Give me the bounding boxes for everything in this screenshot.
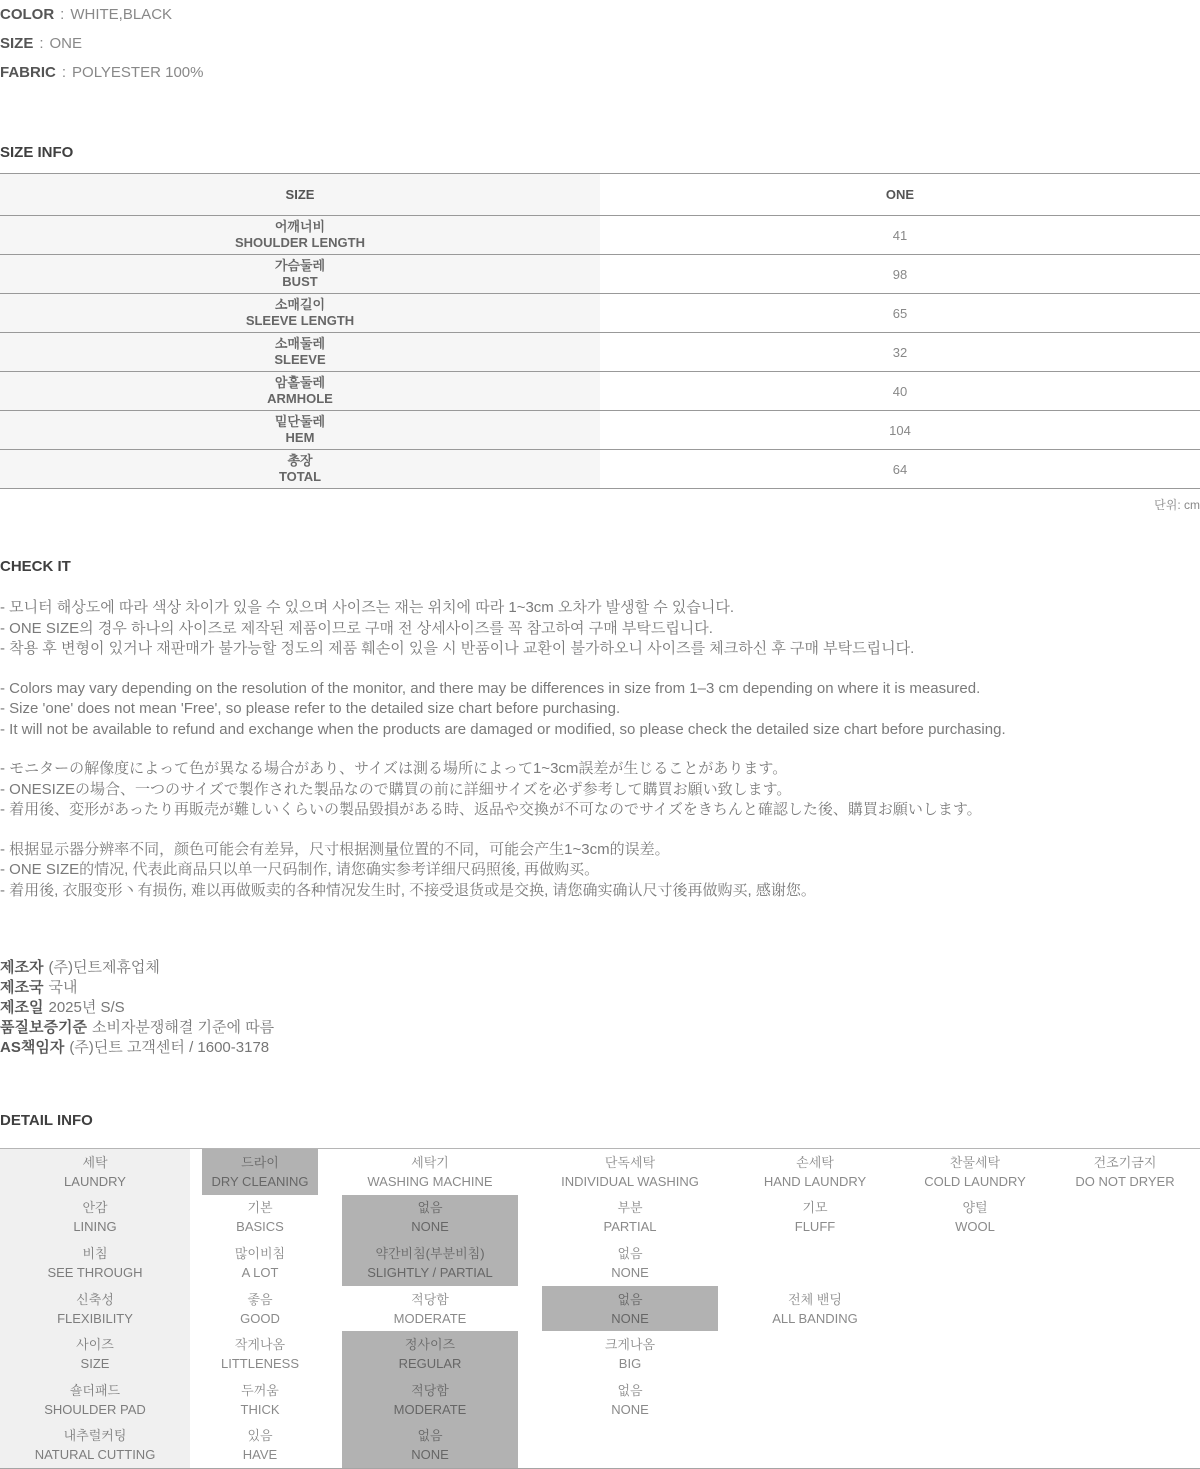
option-label-en: WASHING MACHINE [367, 1173, 493, 1189]
detail-category-cell [0, 1423, 190, 1469]
detail-option-cell [530, 1331, 730, 1377]
measure-value: 40 [892, 383, 908, 399]
size-header-cell-one: ONE [885, 187, 915, 202]
measure-label-kr: 가슴둘레 [274, 258, 326, 273]
detail-option-cell [1050, 1149, 1200, 1195]
detail-option-cell [190, 1195, 330, 1241]
detail-option-cell [530, 1149, 730, 1195]
manufacturer-row [0, 1038, 1200, 1058]
check-note-line: - It will not be available to refund and exchange when the products are damaged or modified, so please check the detailed size chart before purchasing. [0, 720, 1006, 738]
option-label-kr: 없음 [617, 1291, 643, 1307]
option-label-en: DRY CLEANING [211, 1173, 309, 1189]
manufacturer-value: (주)딘트 고객센터 / 1600-3178 [69, 1039, 270, 1056]
option-label-kr: 없음 [617, 1382, 643, 1398]
category-label-kr: 사이즈 [76, 1337, 114, 1353]
manufacturer-value: (주)딘트제휴업체 [48, 959, 160, 976]
manufacturer-label: 제조자 [0, 959, 44, 976]
option-label-en: HAND LAUNDRY [763, 1173, 867, 1189]
measure-label-en: SHOULDER LENGTH [235, 235, 365, 250]
option-label-kr: 세탁기 [411, 1154, 449, 1170]
measure-value: 32 [892, 344, 908, 360]
detail-option-cell [330, 1286, 530, 1332]
measure-label-kr: 소매길이 [274, 297, 326, 312]
check-note-line: - ONESIZEの場合、一つのサイズで製作された製品なので購買の前に詳細サイズを必ず参考して購買お願い致します。 [0, 780, 792, 798]
option-label-en: A LOT [241, 1264, 279, 1280]
measure-label-kr: 총장 [287, 453, 313, 468]
check-note-line: - 착용 후 변형이 있거나 재판매가 불가능할 정도의 제품 훼손이 있을 시 반품이나 교환이 불가하오니 사이즈를 체크하신 후 구매 부탁드립니다. [0, 640, 915, 657]
option-label-en: NONE [411, 1219, 449, 1235]
manufacturer-value: 국내 [48, 979, 78, 996]
size-measure-label-cell [0, 450, 600, 488]
size-table-row [0, 255, 1200, 294]
product-attribute-row [0, 0, 1200, 29]
measure-label-en: SLEEVE LENGTH [245, 313, 355, 328]
manufacturer-row [0, 978, 1200, 998]
size-measure-label-cell [0, 333, 600, 371]
size-table-row [0, 333, 1200, 372]
detail-option-cell-selected [342, 1240, 518, 1286]
measure-value: 64 [892, 461, 908, 477]
option-label-kr: 기모 [802, 1200, 828, 1216]
detail-option-cell-selected [202, 1149, 318, 1195]
size-measure-label-cell [0, 294, 600, 332]
manufacturer-label: 제조국 [0, 979, 44, 996]
size-measure-label-cell [0, 255, 600, 293]
category-label-kr: 안감 [82, 1200, 108, 1216]
option-label-kr: 찬물세탁 [949, 1154, 1001, 1170]
detail-category-cell [0, 1240, 190, 1286]
category-label-en: SIZE [80, 1356, 110, 1372]
product-attribute-row [0, 29, 1200, 58]
option-label-en: NONE [611, 1310, 649, 1326]
attribute-value: WHITE,BLACK [70, 6, 173, 23]
option-label-kr: 단독세탁 [604, 1154, 656, 1170]
detail-category-cell [0, 1286, 190, 1332]
option-label-kr: 작게나옴 [234, 1337, 286, 1353]
option-label-en: MODERATE [393, 1310, 467, 1326]
attribute-separator: : [60, 6, 65, 23]
option-label-en: WOOL [955, 1219, 995, 1235]
option-label-en: PARTIAL [603, 1219, 657, 1235]
detail-option-cell [190, 1331, 330, 1377]
option-label-kr: 있음 [247, 1428, 273, 1444]
measure-label-kr: 밑단둘레 [274, 414, 326, 429]
option-label-kr: 많이비침 [234, 1245, 286, 1261]
option-label-kr: 약간비침(부분비침) [375, 1245, 485, 1261]
detail-option-cell [190, 1377, 330, 1423]
option-label-kr: 없음 [417, 1428, 443, 1444]
detail-option-cell [190, 1240, 330, 1286]
detail-option-cell [530, 1240, 730, 1286]
measure-label-kr: 어깨너비 [274, 219, 326, 234]
category-label-kr: 내추럴커팅 [63, 1428, 127, 1444]
manufacturer-label: 제조일 [0, 999, 44, 1016]
detail-option-cell [900, 1149, 1050, 1195]
detail-option-cell-selected [342, 1377, 518, 1423]
check-note-line: - モニターの解像度によって色が異なる場合があり、サイズは測る場所によって1~3cm誤差が生じることがあります。 [0, 760, 788, 777]
measure-label-en: BUST [282, 274, 318, 289]
attribute-separator: : [39, 35, 44, 52]
size-table-header-row [0, 174, 1200, 216]
size-info-table [0, 173, 1200, 489]
detail-option-cell [730, 1149, 900, 1195]
size-header-cell-size: SIZE [0, 174, 600, 215]
option-label-en: BIG [618, 1356, 642, 1372]
detail-info-table [0, 1148, 1200, 1469]
measure-value: 65 [892, 305, 908, 321]
attribute-label: FABRIC [0, 64, 56, 81]
detail-option-cell [730, 1286, 900, 1332]
option-label-kr: 건조기금지 [1093, 1154, 1157, 1170]
detail-option-cell [530, 1195, 730, 1241]
check-note-line: - 着用後、変形があったり再販売が難しいくらいの製品毀損がある時、返品や交換が不可なのでサイズをきちんと確認した後、購買お願いします。 [0, 801, 982, 818]
check-note-block [0, 679, 1200, 741]
detail-category-cell [0, 1377, 190, 1423]
size-info-title: SIZE INFO [0, 144, 74, 161]
option-label-kr: 전체 밴딩 [788, 1291, 842, 1307]
category-label-kr: 숄더패드 [69, 1382, 121, 1398]
measure-value: 104 [889, 422, 911, 438]
check-note-line: - ONE SIZE의 경우 하나의 사이즈로 제작된 제품이므로 구매 전 상세사이즈를 꼭 참고하여 구매 부탁드립니다. [0, 619, 713, 637]
detail-row [0, 1331, 1200, 1377]
category-label-en: LAUNDRY [64, 1173, 126, 1189]
option-label-en: COLD LAUNDRY [924, 1173, 1026, 1189]
option-label-en: NONE [611, 1264, 649, 1280]
detail-row [0, 1240, 1200, 1286]
detail-option-cell [190, 1423, 330, 1469]
option-label-en: ALL BANDING [772, 1310, 858, 1326]
option-label-en: FLUFF [794, 1219, 836, 1235]
option-label-kr: 정사이즈 [404, 1337, 456, 1353]
size-table-row [0, 372, 1200, 411]
option-label-en: NONE [611, 1401, 649, 1417]
check-note-line: - 着用後, 衣服变形丶有损伤, 难以再做贩卖的各种情况发生时, 不接受退货或是交换, 请您确实确认尺寸後再做购买, 感谢您。 [0, 881, 816, 899]
measure-label-en: TOTAL [278, 469, 322, 484]
option-label-kr: 두꺼움 [241, 1382, 279, 1398]
check-note-line: - Size 'one' does not mean 'Free', so please refer to the detailed size chart before purchasing. [0, 700, 621, 717]
category-label-en: NATURAL CUTTING [34, 1447, 156, 1463]
measure-label-kr: 암홀둘레 [274, 375, 326, 390]
option-label-kr: 부분 [617, 1200, 643, 1216]
option-label-kr: 적당함 [411, 1291, 449, 1307]
detail-row [0, 1195, 1200, 1241]
check-note-line: - 모니터 해상도에 따라 색상 차이가 있을 수 있으며 사이즈는 재는 위치에 따라 1~3cm 오차가 발생할 수 있습니다. [0, 599, 735, 616]
attribute-value: POLYESTER 100% [72, 64, 204, 81]
measure-label-en: ARMHOLE [267, 391, 333, 406]
category-label-en: SHOULDER PAD [44, 1401, 146, 1417]
attribute-value: ONE [49, 35, 83, 52]
option-label-en: HAVE [242, 1447, 278, 1463]
detail-row [0, 1286, 1200, 1332]
option-label-kr: 없음 [617, 1245, 643, 1261]
option-label-en: GOOD [240, 1310, 280, 1326]
category-label-en: LINING [73, 1219, 117, 1235]
category-label-kr: 세탁 [82, 1154, 108, 1170]
manufacturer-row [0, 958, 1200, 978]
detail-category-cell [0, 1149, 190, 1195]
check-it-blocks [0, 598, 1200, 901]
product-attribute-row [0, 58, 1200, 87]
option-label-en: INDIVIDUAL WASHING [561, 1173, 699, 1189]
check-note-line: - ONE SIZE的情况, 代表此商品只以单一尺码制作, 请您确实参考详细尺码照後, 再做购买。 [0, 861, 600, 878]
product-info [0, 0, 1200, 87]
size-table-row [0, 294, 1200, 333]
option-label-kr: 양털 [962, 1200, 988, 1216]
measure-value: 98 [892, 266, 908, 282]
option-label-kr: 드라이 [241, 1154, 279, 1170]
check-it-title: CHECK IT [0, 558, 71, 575]
option-label-kr: 적당함 [411, 1382, 449, 1398]
option-label-kr: 손세탁 [796, 1154, 834, 1170]
detail-row [0, 1377, 1200, 1423]
check-note-block [0, 840, 1200, 902]
option-label-kr: 크게나옴 [604, 1337, 656, 1353]
measure-value: 41 [892, 227, 908, 243]
option-label-en: LITTLENESS [220, 1356, 300, 1372]
category-label-kr: 비침 [82, 1245, 108, 1261]
size-table-row [0, 216, 1200, 255]
option-label-en: SLIGHTLY / PARTIAL [367, 1264, 493, 1280]
category-label-en: FLEXIBILITY [57, 1310, 133, 1326]
manufacturer-value: 2025년 S/S [48, 999, 125, 1016]
manufacturer-info [0, 958, 1200, 1058]
detail-option-cell [900, 1195, 1050, 1241]
manufacturer-value: 소비자분쟁해결 기준에 따름 [91, 1019, 275, 1036]
option-label-kr: 좋음 [247, 1291, 273, 1307]
attribute-label: COLOR [0, 6, 55, 23]
option-label-en: MODERATE [393, 1401, 467, 1417]
size-measure-label-cell [0, 216, 600, 254]
size-table-row [0, 450, 1200, 489]
size-measure-label-cell [0, 372, 600, 410]
category-label-en: SEE THROUGH [47, 1264, 143, 1280]
detail-option-cell [530, 1377, 730, 1423]
measure-label-kr: 소매둘레 [274, 336, 326, 351]
option-label-en: BASICS [236, 1219, 284, 1235]
measure-label-en: SLEEVE [274, 352, 326, 367]
option-label-kr: 없음 [417, 1200, 443, 1216]
measure-label-en: HEM [285, 430, 315, 445]
manufacturer-row [0, 1018, 1200, 1038]
option-label-kr: 기본 [247, 1200, 273, 1216]
option-label-en: THICK [240, 1401, 280, 1417]
manufacturer-row [0, 998, 1200, 1018]
check-note-line: - 根据显示器分辨率不同，颜色可能会有差异，尺寸根据测量位置的不同，可能会产生1~3cm的误差。 [0, 840, 670, 858]
detail-info-title: DETAIL INFO [0, 1112, 93, 1129]
attribute-label: SIZE [0, 35, 34, 52]
size-measure-label-cell [0, 411, 600, 449]
check-note-block [0, 759, 1200, 821]
option-label-en: DO NOT DRYER [1075, 1173, 1175, 1189]
detail-option-cell [330, 1149, 530, 1195]
detail-row [0, 1149, 1200, 1195]
detail-option-cell-selected [342, 1423, 518, 1469]
detail-row [0, 1423, 1200, 1469]
category-label-kr: 신축성 [76, 1291, 114, 1307]
detail-option-cell-selected [342, 1195, 518, 1241]
check-note-block [0, 598, 1200, 660]
detail-category-cell [0, 1195, 190, 1241]
manufacturer-label: 품질보증기준 [0, 1019, 87, 1036]
manufacturer-label: AS책임자 [0, 1039, 65, 1056]
option-label-en: NONE [411, 1447, 449, 1463]
unit-note: 단위: cm [1154, 498, 1200, 512]
detail-option-cell-selected [342, 1331, 518, 1377]
detail-option-cell [190, 1286, 330, 1332]
option-label-en: REGULAR [398, 1356, 462, 1372]
detail-category-cell [0, 1331, 190, 1377]
detail-option-cell-selected [542, 1286, 718, 1332]
attribute-separator: : [61, 64, 67, 81]
size-table-row [0, 411, 1200, 450]
detail-option-cell [730, 1195, 900, 1241]
check-note-line: - Colors may vary depending on the resolution of the monitor, and there may be differences in size from 1–3 cm depending on where it is measured. [0, 679, 981, 697]
